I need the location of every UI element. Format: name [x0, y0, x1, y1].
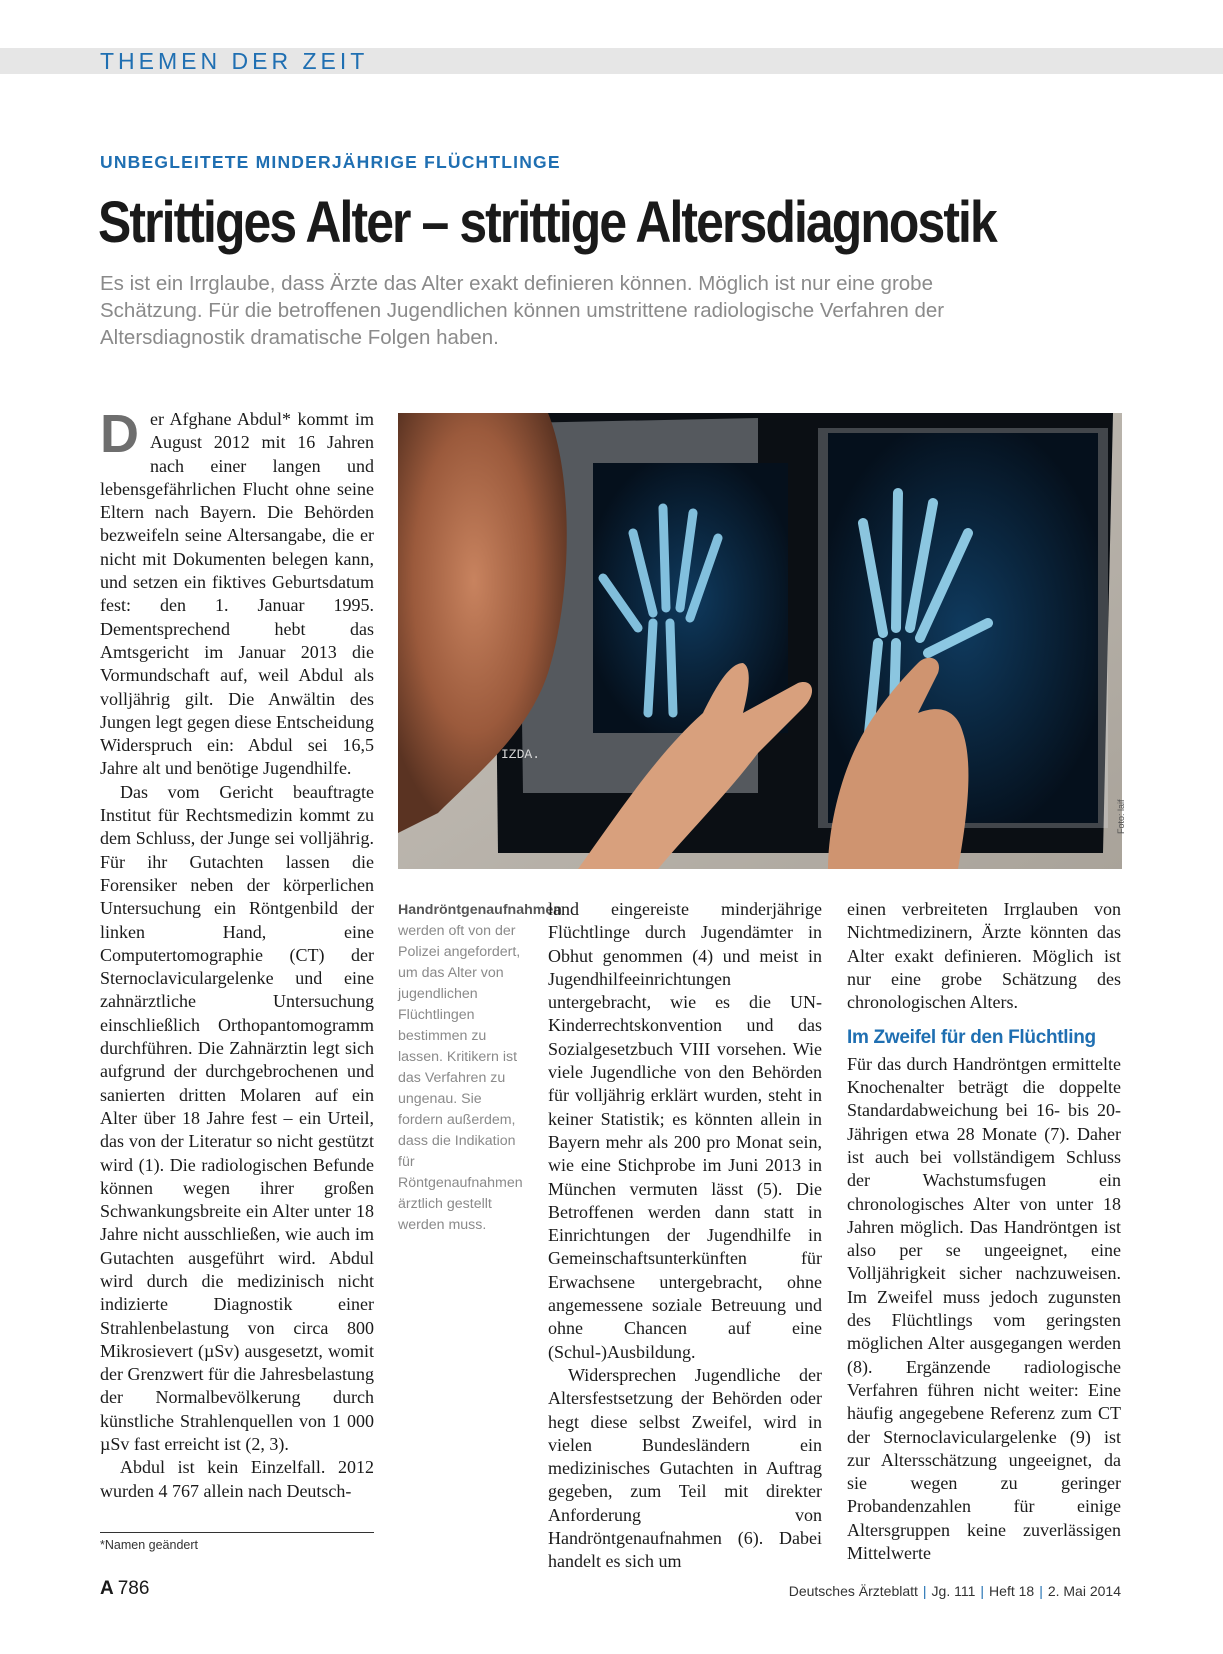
photo-credit: Foto: laif — [1116, 799, 1126, 834]
paragraph: Abdul ist kein Einzelfall. 2012 wurden 4 767 allein nach Deutsch- — [100, 1457, 374, 1501]
journal-name: Deutsches Ärzteblatt — [788, 1583, 918, 1599]
article-title: Strittiges Alter – strittige Altersdiagnostik — [98, 190, 996, 255]
section-label: THEMEN DER ZEIT — [100, 48, 369, 74]
body-column-1 — [100, 404, 374, 1503]
photo-caption — [398, 900, 562, 1236]
footnote-rule — [100, 1532, 374, 1533]
paragraph: einen verbreiteten Irrglauben von Nichtmedizinern, Ärzte könnten das Alter exakt definieren. Möglich ist nur eine grobe Schätzung des chronologischen Alters. — [847, 899, 1121, 1013]
caption-text: werden oft von der Polizei angefordert, um das Alter von jugendlichen Flüchtlingen bestimmen zu lassen. Kritikern ist das Verfahren zu ungenau. Sie fordern außerdem, dass die Indikation für Röntgenaufnahmen ärztlich gestellt werden muss. — [398, 923, 523, 1233]
body-column-3 — [847, 898, 1121, 1565]
subheading: Im Zweifel für den Flüchtling — [847, 1027, 1096, 1049]
journal-volume: Jg. 111 — [931, 1583, 976, 1599]
journal-issue: Heft 18 — [989, 1583, 1035, 1599]
journal-info: Deutsches Ärzteblatt | Jg. 111 | Heft 18 | 2. Mai 2014 — [788, 1583, 1121, 1599]
paragraph: Widersprechen Jugendliche der Altersfestsetzung der Behörden oder hegt diese selbst Zweifel, wird in vielen Bundesländern ein medizinisches Gutachten in Auftrag gegeben, zum Teil mit direkter Anforderung von Handröntgenaufnahmen (6). Dabei handelt es sich um — [548, 1364, 822, 1572]
paragraph: Das vom Gericht beauftragte Institut für Rechtsmedizin kommt zu dem Schluss, der Junge sei volljährig. Für ihr Gutachten lassen die Forensiker neben der körperlichen Untersuchung ein Röntgenbild der linken Hand, eine Computertomographie (CT) der Sternoclaviculargelenke und eine zahnärztliche Untersuchung einschließlich Orthopantomogramm durchführen. Die Zahnärztin legt sich aufgrund der durchgebrochenen und sanierten dritten Molaren auf ein Alter über 18 Jahre fest – ein Urteil, das von der Literatur so nicht gestützt wird (1). Die radiologischen Befunde können wegen ihrer großen Schwankungsbreite ein Alter unter 18 Jahre nicht ausschließen, wie auch im Gutachten ausgeführt wird. Abdul wird durch die medizinisch nicht indizierte Diagnostik einer Strahlenbelastung von circa 800 Mikrosievert (µSv) ausgesetzt, womit der Grenzwert für die Jahresbelastung der Normalbevölkerung durch künstliche Strahlenquellen von 1 000 µSv fast erreicht ist (2, 3). — [100, 781, 374, 1455]
drop-cap: D — [100, 404, 139, 464]
footnote: *Namen geändert — [100, 1538, 198, 1552]
article-lead: Es ist ein Irrglaube, dass Ärzte das Alter exakt definieren können. Möglich ist nur eine grobe Schätzung. Für die betroffenen Jugendlichen können umstrittene radiologische Verfahren der Altersdiagnostik dramatische Folgen haben. — [100, 272, 945, 349]
journal-date: 2. Mai 2014 — [1047, 1583, 1121, 1599]
body-column-2 — [548, 898, 822, 1574]
xray-photo — [398, 413, 1122, 869]
article-kicker: UNBEGLEITETE MINDERJÄHRIGE FLÜCHTLINGE — [100, 152, 561, 172]
xray-label: IZDA. — [501, 747, 541, 762]
paragraph: land eingereiste minderjährige Flüchtlinge durch Jugendämter in Obhut genommen (4) und meist in Jugendhilfeeinrichtungen untergebracht, wie es die UN-Kinderrechtskonvention und das Sozialgesetzbuch VIII vorsehen. Wie viele Jugendliche von den Behörden für volljährig erklärt wurden, steht in keiner Statistik; es könnten allein in Bayern mehr als 200 pro Monat sein, wie eine Stichprobe im Juni 2013 in München vermuten lässt (5). Die Betroffenen werden dann statt in Einrichtungen der Jugendhilfe in Gemeinschaftsunterkünften für Erwachsene untergebracht, ohne angemessene soziale Betreuung und ohne Chancen auf eine (Schul-)Ausbildung. — [548, 899, 822, 1362]
paragraph: Der Afghane Abdul* kommt im August 2012 mit 16 Jahren nach einer langen und lebensgefährlichen Flucht ohne seine Eltern nach Bayern. Die Behörden bezweifeln seine Altersangabe, die er nicht mit Dokumenten belegen kann, und setzen ein fiktives Geburtsdatum fest: den 1. Januar 1995. Dementsprechend hebt das Amtsgericht im Januar 2013 die Vormundschaft auf, weil Abdul als volljährig gilt. Die Anwältin des Jungen legt gegen diese Entscheidung Widerspruch ein: Abdul sei 16,5 Jahre alt und benötige Jugendhilfe. — [100, 404, 374, 779]
page-number: A 786 — [100, 1578, 150, 1599]
caption-lead: Handröntgenaufnahmen — [398, 902, 562, 918]
paragraph: Für das durch Handröntgen ermittelte Knochenalter beträgt die doppelte Standardabweichung bei 16- bis 20-Jährigen etwa 28 Monate (7). Daher ist auch bei vollständigem Schluss der Wachstumsfugen ein chronologisches Alter von unter 18 Jahren möglich. Das Handröntgen ist also per se ungeeignet, eine Volljährigkeit sicher nachzuweisen. Im Zweifel muss jedoch zugunsten des Flüchtlings vom geringsten möglichen Alter ausgegangen werden (8). Ergänzende radiologische Verfahren führen nicht weiter: Eine häufig angegebene Referenz zum CT der Sternoclaviculargelenke (9) ist zur Altersschätzung ungeeignet, da sie wegen zu geringer Probandenzahlen für einige Altersgruppen keine zuverlässigen Mittelwerte — [847, 1053, 1121, 1564]
